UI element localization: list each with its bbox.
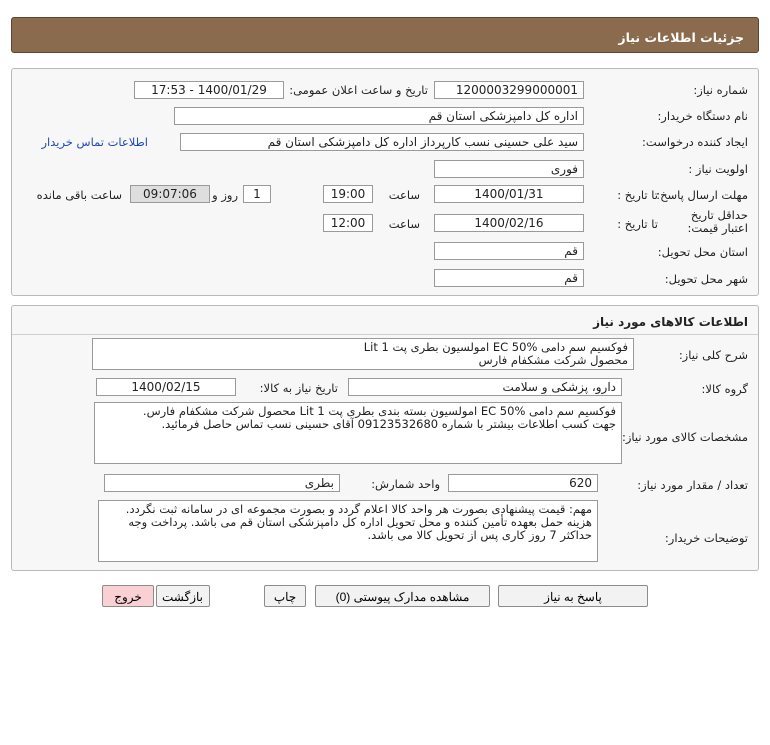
view-attachments-button[interactable]: مشاهده مدارک پیوستی (0)	[315, 585, 490, 607]
goods-info-panel	[11, 305, 759, 571]
buyer-notes-line: مهم: قیمت پیشنهادی بصورت هر واحد کالا اعلام گردد و بصورت مجموعه ای در سامانه ثبت نگردد.	[125, 502, 592, 516]
buyer-notes-field	[98, 500, 598, 562]
deadline-to-date-label: تا تاریخ :	[617, 188, 658, 202]
price-time-label: ساعت	[388, 217, 420, 231]
unit-label: واحد شمارش:	[371, 477, 440, 491]
price-time-field: 12:00	[323, 214, 373, 232]
unit-field: بطری	[104, 474, 340, 492]
days-label: روز و	[212, 188, 238, 202]
remaining-time-field: 09:07:06	[130, 185, 210, 203]
buyer-contact-link[interactable]: اطلاعات تماس خریدار	[41, 135, 148, 149]
buyer-notes-line: هزینه حمل بعهده تأمین کننده و محل تحویل اداره کل دامپزشکی استان قم می باشد. پرداخت وجه	[128, 515, 592, 529]
need-number-field: 1200003299000001	[434, 81, 584, 99]
specs-label: مشخصات کالای مورد نیاز:	[621, 430, 748, 444]
buyer-notes-line: حداکثر 7 روز کاری پس از تحویل کالا می باشد.	[367, 528, 592, 542]
desc-line: محصول شرکت مشکفام فارس	[478, 353, 628, 367]
page-header	[11, 17, 759, 53]
deadline-label: مهلت ارسال پاسخ:	[656, 188, 748, 202]
section-divider	[12, 334, 758, 335]
goods-section-title: اطلاعات کالاهای مورد نیاز	[593, 315, 748, 329]
announce-label: تاریخ و ساعت اعلان عمومی:	[289, 83, 428, 97]
province-label: استان محل تحویل:	[657, 245, 748, 259]
specs-line: جهت کسب اطلاعات بیشتر با شماره 09123532680 آقای حسینی نسب تماس حاصل فرمائید.	[161, 417, 616, 431]
specs-line: فوکسیم سم دامی EC 50% امولسیون بسته بندی بطری پت 1 Lit محصول شرکت مشکفام فارس.	[142, 404, 616, 418]
price-date-field: 1400/02/16	[434, 214, 584, 232]
buyer-label: نام دستگاه خریدار:	[657, 109, 748, 123]
price-validity-label: حداقل تاریخ اعتبار قیمت:	[687, 208, 748, 235]
announce-field: 1400/01/29 - 17:53	[134, 81, 284, 99]
buyer-notes-label: توضیحات خریدار:	[664, 531, 748, 545]
deadline-time-label: ساعت	[388, 188, 420, 202]
qty-field: 620	[448, 474, 598, 492]
priority-label: اولویت نیاز :	[688, 162, 748, 176]
province-field: قم	[434, 242, 584, 260]
deadline-time-field: 19:00	[323, 185, 373, 203]
creator-label: ایجاد کننده درخواست:	[642, 135, 748, 149]
specs-field	[94, 402, 622, 464]
exit-button[interactable]: خروج	[102, 585, 154, 607]
desc-line: فوکسیم سم دامی EC 50% امولسیون بطری پت 1 Lit	[363, 340, 628, 354]
group-label: گروه کالا:	[701, 382, 748, 396]
back-button[interactable]: بازگشت	[156, 585, 210, 607]
need-info-panel	[11, 68, 759, 296]
group-field: دارو، پزشکی و سلامت	[348, 378, 622, 396]
deadline-date-field: 1400/01/31	[434, 185, 584, 203]
desc-field	[92, 338, 634, 370]
priority-field: فوری	[434, 160, 584, 178]
need-number-label: شماره نیاز:	[693, 83, 748, 97]
print-button[interactable]: چاپ	[264, 585, 306, 607]
buyer-field: اداره کل دامپزشکی استان قم	[174, 107, 584, 125]
qty-label: تعداد / مقدار مورد نیاز:	[637, 478, 748, 492]
remaining-days-field: 1	[243, 185, 271, 203]
desc-label: شرح کلی نیاز:	[678, 348, 748, 362]
remaining-label: ساعت باقی مانده	[36, 188, 122, 202]
need-date-label: تاریخ نیاز به کالا:	[259, 381, 338, 395]
page-title: جزئیات اطلاعات نیاز	[618, 30, 744, 45]
city-field: قم	[434, 269, 584, 287]
reply-button[interactable]: پاسخ به نیاز	[498, 585, 648, 607]
need-date-field: 1400/02/15	[96, 378, 236, 396]
price-to-date-label: تا تاریخ :	[617, 217, 658, 231]
city-label: شهر محل تحویل:	[664, 272, 748, 286]
creator-field: سید علی حسینی نسب کارپرداز اداره کل دامپزشکی استان قم	[180, 133, 584, 151]
